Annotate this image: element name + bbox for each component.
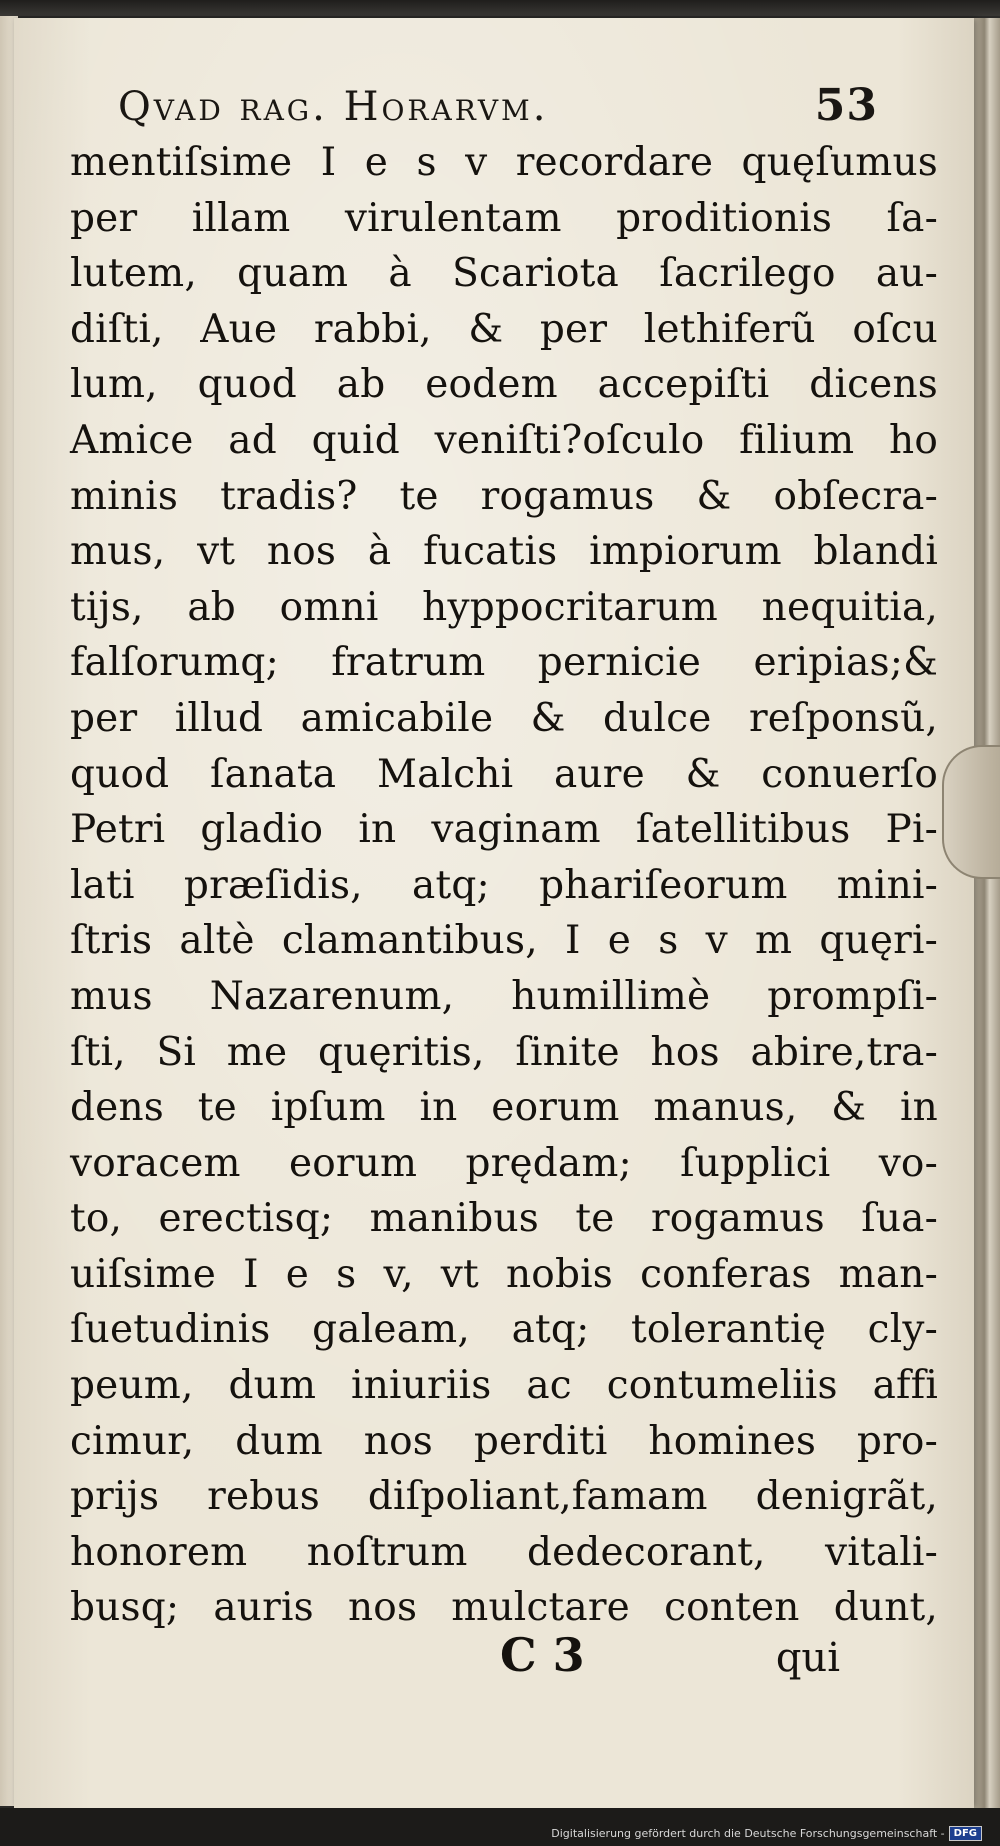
- text-line: voracem eorum prędam; ſupplici vo-: [70, 1140, 938, 1186]
- text-line: lati præſidis, atq; phariſeorum mini-: [70, 862, 938, 908]
- text-line: honorem noſtrum dedecorant, vitali-: [70, 1529, 938, 1575]
- text-line: dens te ipſum in eorum manus, & in: [70, 1085, 938, 1131]
- text-line: busq; auris nos mulctare conten dunt,: [70, 1585, 938, 1631]
- scan-top-border: [0, 0, 1000, 16]
- text-line: to, erectisq; manibus te rogamus ſua-: [70, 1196, 938, 1242]
- text-line: ſti, Si me quęritis, ſinite hos abire,tra-: [70, 1029, 938, 1075]
- text-line: quod ſanata Malchi aure & conuerſo: [70, 751, 938, 797]
- text-line: per illud amicabile & dulce reſponsũ,: [70, 695, 938, 741]
- catchword: qui: [775, 1635, 840, 1681]
- right-page-edges: [974, 18, 1000, 1808]
- text-line: falſorumq; fratrum pernicie eripias;&: [70, 640, 938, 686]
- text-line: uiſsime I e s v, vt nobis conferas man-: [70, 1251, 938, 1297]
- running-title: Qvad rag. Horarvm.: [118, 84, 549, 130]
- text-line: Amice ad quid veniſti?oſculo filium ho: [70, 417, 938, 463]
- text-line: per illam virulentam proditionis ſa-: [70, 195, 938, 241]
- page-header: [118, 80, 878, 140]
- body-text: [70, 135, 938, 1636]
- text-line: mus Nazarenum, humillimè prompſi-: [70, 973, 938, 1019]
- dfg-logo: DFG: [949, 1826, 982, 1841]
- text-line: minis tradis? te rogamus & obſecra-: [70, 473, 938, 519]
- text-line: diſti, Aue rabbi, & per lethiferũ oſcu: [70, 306, 938, 352]
- text-line: peum, dum iniuriis ac contumeliis affi: [70, 1363, 938, 1409]
- text-line: lutem, quam à Scariota ſacrilego au-: [70, 251, 938, 297]
- text-line: prijs rebus diſpoliant,famam denigrãt,: [70, 1474, 938, 1520]
- page-tab-clip: [942, 745, 1000, 879]
- text-line: ſuetudinis galeam, atq; tolerantię cly-: [70, 1307, 938, 1353]
- text-line: Petri gladio in vaginam ſatellitibus Pi-: [70, 807, 938, 853]
- page-footer: [500, 1628, 840, 1694]
- text-line: lum, quod ab eodem accepiſti dicens: [70, 362, 938, 408]
- page-number: 53: [814, 80, 878, 131]
- text-line: ſtris altè clamantibus, I e s v m quęri-: [70, 918, 938, 964]
- text-line: mus, vt nos à fucatis impiorum blandi: [70, 529, 938, 575]
- text-line: cimur, dum nos perditi homines pro-: [70, 1418, 938, 1464]
- text-line: mentiſsime I e s v recordare quęſumus: [70, 140, 938, 185]
- signature-mark: C 3: [500, 1628, 585, 1682]
- credit-text: Digitalisierung gefördert durch die Deutsche Forschungsgemeinschaft -: [551, 1827, 945, 1840]
- digitization-credit: [551, 1826, 982, 1841]
- text-line: tijs, ab omni hyppocritarum nequitia,: [70, 584, 938, 630]
